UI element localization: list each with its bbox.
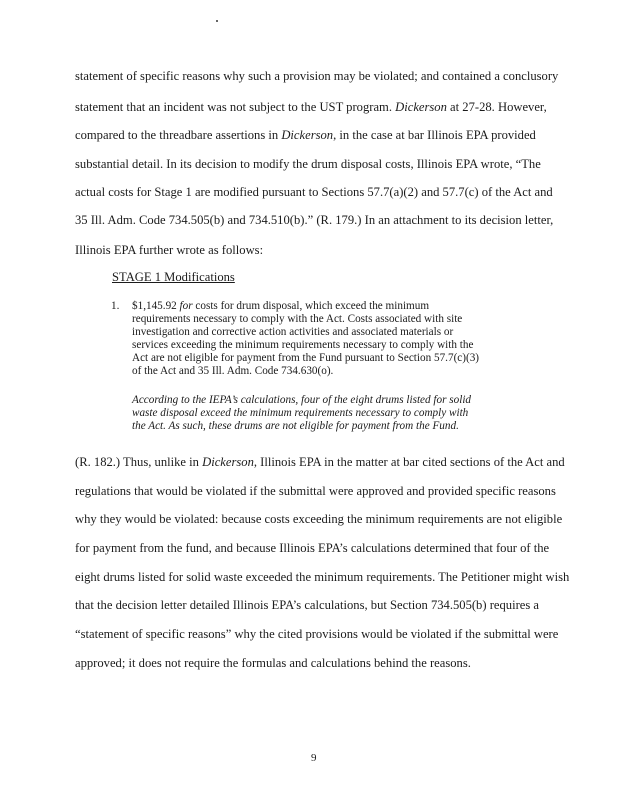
paragraph-2-line-7: “statement of specific reasons” why the cited provisions would be violated if the submittal were — [75, 627, 559, 641]
paragraph-1-line-2: statement that an incident was not subject to the UST program. Dickerson at 27-28. However, — [75, 100, 547, 114]
paragraph-1-line-6: 35 Ill. Adm. Code 734.505(b) and 734.510(b).” (R. 179.) In an attachment to its decision letter, — [75, 213, 554, 227]
paragraph-2-line-1: (R. 182.) Thus, unlike in Dickerson, Illinois EPA in the matter at bar cited sections of the Act and — [75, 455, 565, 469]
paragraph-2-line-5: eight drums listed for solid waste exceeded the minimum requirements. The Petitioner might wish — [75, 570, 570, 584]
item-line-4: services exceeding the minimum requirements necessary to comply with the — [132, 339, 474, 351]
item-line-6: of the Act and 35 Ill. Adm. Code 734.630(o). — [132, 365, 334, 377]
paragraph-1-line-1: statement of specific reasons why such a provision may be violated; and contained a conclusory — [75, 69, 559, 83]
item-quote-line-3: the Act. As such, these drums are not eligible for payment from the Fund. — [132, 420, 459, 432]
paragraph-2-line-8: approved; it does not require the formulas and calculations behind the reasons. — [75, 656, 471, 670]
item-line-3: investigation and corrective action activities and associated materials or — [132, 326, 454, 338]
item-quote-line-2: waste disposal exceed the minimum requirements necessary to comply with — [132, 407, 469, 419]
paragraph-1-line-3: compared to the threadbare assertions in Dickerson, in the case at bar Illinois EPA provided — [75, 128, 536, 142]
item-line-2: requirements necessary to comply with the Act. Costs associated with site — [132, 313, 463, 325]
paragraph-1-line-7: Illinois EPA further wrote as follows: — [75, 243, 264, 257]
paragraph-2-line-3: why they would be violated: because costs exceeding the minimum requirements are not eligible — [75, 512, 563, 526]
item-quote-line-1: According to the IEPA’s calculations, four of the eight drums listed for solid — [132, 394, 472, 406]
paragraph-2-line-6: that the decision letter detailed Illinois EPA’s calculations, but Section 734.505(b) requires a — [75, 598, 539, 612]
item-line-5: Act are not eligible for payment from the Fund pursuant to Section 57.7(c)(3) — [132, 352, 480, 364]
paragraph-2-line-4: for payment from the fund, and because Illinois EPA’s calculations determined that four of the — [75, 541, 550, 555]
page-number: 9 — [311, 752, 317, 764]
section-heading: STAGE 1 Modifications — [112, 270, 235, 284]
paragraph-1-line-4: substantial detail. In its decision to modify the drum disposal costs, Illinois EPA wrote, “The — [75, 157, 541, 171]
scan-speck — [216, 20, 218, 22]
item-line-1: $1,145.92 for costs for drum disposal, which exceed the minimum — [132, 300, 430, 312]
paragraph-2-line-2: regulations that would be violated if the submittal were approved and provided specific reasons — [75, 484, 556, 498]
item-number: 1. — [111, 300, 120, 312]
paragraph-1-line-5: actual costs for Stage 1 are modified pursuant to Sections 57.7(a)(2) and 57.7(c) of the Act and — [75, 185, 553, 199]
